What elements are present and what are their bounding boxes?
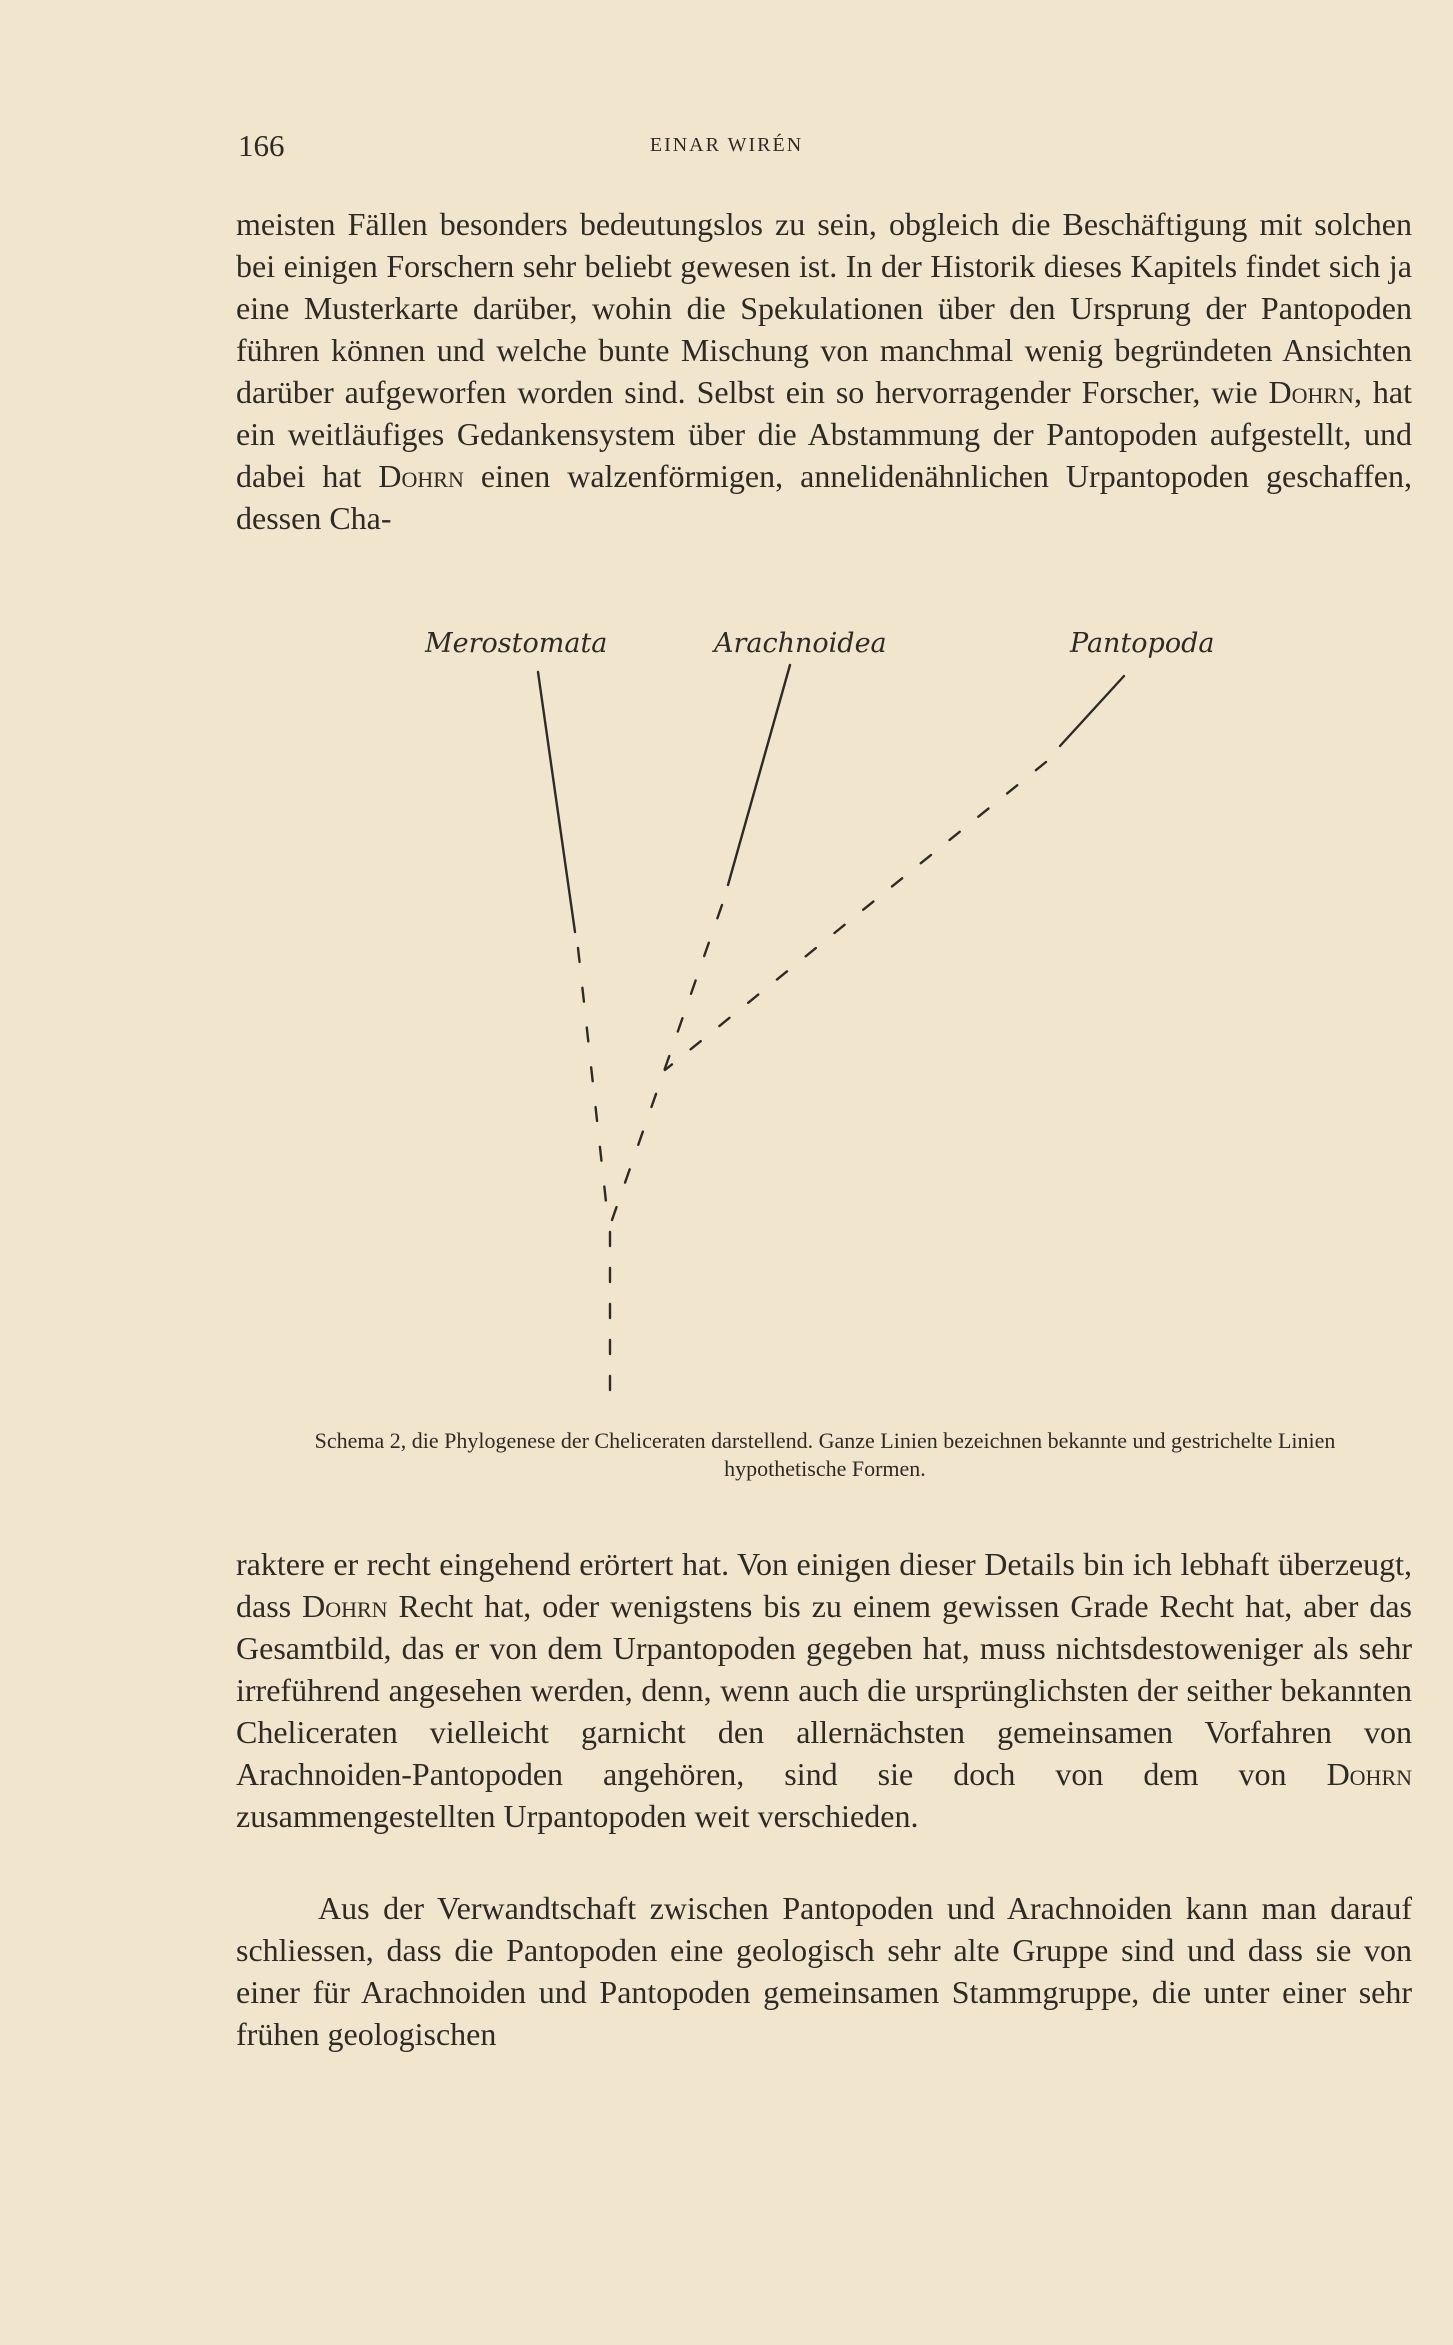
merostomata-line-solid <box>538 672 575 932</box>
arachnoidea-line-dashed <box>612 905 722 1220</box>
merostomata-line-dashed <box>578 948 608 1220</box>
label-pantopoda: Pantopoda <box>1070 628 1215 659</box>
page-number: 166 <box>238 128 285 163</box>
label-merostomata: Merostomata <box>425 628 608 659</box>
paragraph-3: Aus der Verwandtschaft zwischen Pantopoden und Arachnoiden kann man darauf schliessen, dass die Pantopoden eine geologisch sehr alte Gruppe sind und dass sie von einer für Arachnoiden und Pantopoden gemeinsamen Stammgruppe, die unter einer sehr frühen geologischen <box>236 1890 1412 2052</box>
paragraph-1: meisten Fällen besonders bedeutungslos zu sein, obgleich die Beschäftigung mit solchen bei einigen Forschern sehr beliebt gewesen ist. In der Historik dieses Kapitels findet sich ja eine Musterkarte darüber, wohin die Spekulationen über den Ursprung der Pantopoden führen können und welche bunte Mischung von manchmal wenig begründeten Ansichten darüber aufgeworfen worden sind. Selbst ein so hervorragender Forscher, wie Dohrn, hat ein weitläufiges Gedankensystem über die Abstammung der Pantopoden aufgestellt, und dabei hat Dohrn einen walzenförmigen, annelidenähnlichen Urpantopoden geschaffen, dessen Cha- <box>236 206 1413 536</box>
author-name-dohrn: Dohrn <box>378 458 464 494</box>
author-name-dohrn: Dohrn <box>1268 374 1354 410</box>
author-name-dohrn: Dohrn <box>302 1588 388 1624</box>
phylogeny-schema-figure <box>0 600 1453 1420</box>
paragraph-2: raktere er recht eingehend erörtert hat. Von einigen dieser Details bin ich lebhaft überzeugt, dass Dohrn Recht hat, oder wenigstens bis zu einem gewissen Grade Recht hat, aber das Gesamtbild, das er von dem Urpantopoden gegeben hat, muss nichtsdestoweniger als sehr irreführend angesehen werden, denn, wenn auch die ursprünglichsten der seither bekannten Cheliceraten vielleicht garnicht den allernächsten gemeinsamen Vorfahren von Arachnoiden-Pantopoden angehören, sind sie doch von dem von Dohrn zusammengestellten Urpantopoden weit verschieden. <box>236 1546 1413 1834</box>
pantopoda-line-solid <box>1060 676 1124 746</box>
label-arachnoidea: Arachnoidea <box>714 628 887 659</box>
author-name-dohrn: Dohrn <box>1326 1756 1413 1792</box>
figure-caption: Schema 2, die Phylogenese der Cheliceraten darstellend. Ganze Linien bezeichnen bekannte und gestrichelte Linien hypothetische Formen. <box>314 1428 1336 1481</box>
running-head: EINAR WIRÉN <box>649 134 804 156</box>
arachnoidea-line-solid <box>728 665 790 885</box>
pantopoda-line-dashed <box>665 762 1046 1070</box>
